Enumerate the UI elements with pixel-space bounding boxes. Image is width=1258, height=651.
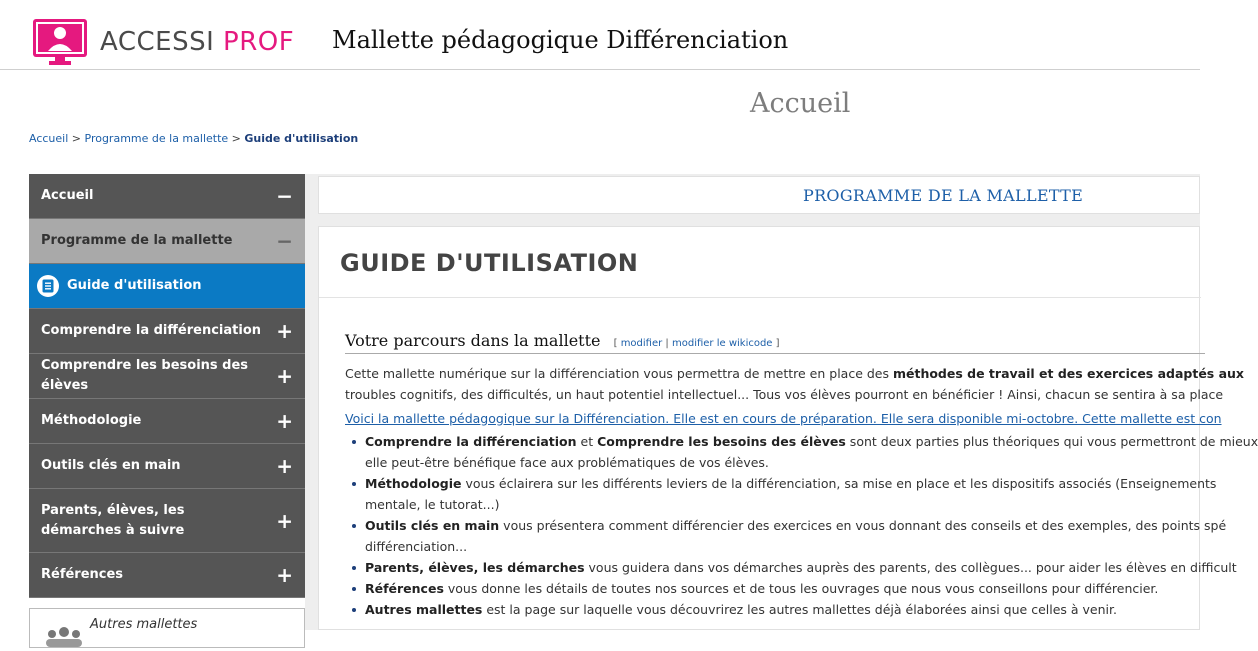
bullet-text: vous présentera comment différencier des exercices en vous donnant des conseils et des exemples, des points spé — [499, 518, 1227, 533]
guide-text — [345, 363, 1258, 620]
section-title-text: Votre parcours dans la mallette — [345, 331, 601, 350]
sidebar-item-label: Parents, élèves, les démarches à suivre — [41, 502, 185, 538]
bullet-bold: Comprendre la différenciation — [365, 434, 577, 449]
sidebar-item-label: Programme de la mallette — [41, 233, 233, 248]
sidebar-item-outils[interactable] — [29, 444, 305, 489]
bullet-text: vous donne les détails de toutes nos sources et de tous les ouvrages que nous vous conseillons pour différencier. — [443, 581, 1159, 596]
sidebar-item-label: Outils clés en main — [41, 458, 181, 473]
breadcrumb-current[interactable]: Guide d'utilisation — [244, 132, 359, 145]
bullet-continuation: différenciation... — [365, 539, 468, 554]
sidebar-item-guide[interactable] — [29, 264, 305, 309]
breadcrumb — [29, 132, 358, 145]
expand-icon[interactable]: + — [276, 409, 293, 433]
breadcrumb-home-link[interactable]: Accueil — [29, 132, 69, 145]
sidebar-item-comprendre-differenciation[interactable] — [29, 309, 305, 354]
intro-paragraph — [345, 363, 1244, 405]
breadcrumb-separator: > — [228, 132, 245, 145]
expand-icon[interactable]: + — [276, 563, 293, 587]
edit-bracket: [ — [613, 338, 621, 349]
bullet-text: sont deux parties plus théoriques qui vous permettront de mieux — [845, 434, 1258, 449]
bullet-bold: Outils clés en main — [365, 518, 500, 533]
title-divider — [319, 297, 1201, 298]
bullet-text: vous éclairera sur les différents leviers de la différenciation, sa mise en place et les dispositifs associés (Enseignements — [461, 476, 1217, 491]
accessiprof-logo-icon[interactable] — [33, 19, 87, 66]
autres-mallettes-label: Autres mallettes — [90, 617, 198, 632]
breadcrumb-programme-link[interactable]: Programme de la mallette — [84, 132, 229, 145]
document-icon — [37, 275, 59, 297]
bullet-bold: Références — [365, 581, 444, 596]
modifier-link[interactable]: modifier — [620, 338, 663, 349]
notice-link[interactable]: Voici la mallette pédagogique sur la Différenciation. Elle est en cours de préparation. Elle sera disponible mi-octobre. Cette mallette est con — [345, 411, 1222, 426]
list-item — [345, 557, 1237, 578]
sidebar-item-besoins-eleves[interactable] — [29, 354, 305, 399]
bullet-list — [345, 431, 1258, 620]
sidebar-item-programme[interactable] — [29, 219, 305, 264]
guide-title: GUIDE D'UTILISATION — [340, 249, 639, 277]
edit-links — [614, 338, 780, 349]
list-item — [345, 599, 1225, 620]
sidebar-item-label: Comprendre les besoins des élèves — [41, 358, 249, 393]
sidebar-item-label: Accueil — [41, 188, 94, 203]
section-rule — [345, 353, 1205, 354]
expand-icon[interactable]: + — [276, 364, 293, 388]
sidebar-item-label: Guide d'utilisation — [67, 278, 202, 293]
bullet-bold: Autres mallettes — [365, 602, 483, 617]
logo-prof: PROF — [223, 27, 295, 57]
bullet-continuation: mentale, le tutorat...) — [365, 497, 500, 512]
bullet-text: est la page sur laquelle vous découvrirez les autres mallettes déjà élaborées ainsi que celles à venir. — [482, 602, 1117, 617]
sidebar-item-label: Comprendre la différenciation — [41, 323, 262, 338]
edit-bracket: ] — [772, 338, 780, 349]
programme-banner-link[interactable]: PROGRAMME DE LA MALLETTE — [803, 186, 1084, 205]
page-heading: Accueil — [750, 88, 851, 119]
collapse-icon[interactable]: − — [276, 229, 293, 253]
site-header — [0, 0, 1200, 70]
bullet-bold: Méthodologie — [365, 476, 462, 491]
logo-text[interactable] — [100, 27, 294, 57]
expand-icon[interactable]: + — [276, 454, 293, 478]
collapse-icon[interactable]: − — [276, 184, 293, 208]
modifier-wikicode-link[interactable]: modifier le wikicode — [671, 338, 773, 349]
bullet-bold: Comprendre les besoins des élèves — [597, 434, 846, 449]
edit-separator: | — [662, 338, 672, 349]
autres-mallettes-box[interactable] — [29, 608, 305, 648]
sidebar-item-accueil[interactable] — [29, 174, 305, 219]
breadcrumb-separator: > — [68, 132, 85, 145]
sidebar-item-references[interactable] — [29, 553, 305, 598]
bullet-text: et — [576, 434, 598, 449]
intro-text-2: troubles cognitifs, des difficultés, un haut potentiel intellectuel... Tous vos élèves pourront en bénéficier ! Ainsi, chacun se sentira à sa place — [345, 387, 1224, 402]
intro-bold: méthodes de travail et des exercices adaptés aux — [892, 366, 1244, 381]
bullet-text: vous guidera dans vos démarches auprès des parents, des collègues... pour aider les élèves en difficult — [584, 560, 1237, 575]
sidebar-item-label: Méthodologie — [41, 413, 142, 428]
list-item — [345, 473, 1225, 515]
intro-text: Cette mallette numérique sur la différenciation vous permettra de mettre en place des — [345, 366, 893, 381]
sidebar-item-methodologie[interactable] — [29, 399, 305, 444]
expand-icon[interactable]: + — [276, 508, 293, 533]
bullet-continuation: elle peut-être bénéfique face aux problématiques de vos élèves. — [365, 455, 769, 470]
people-icon — [44, 627, 84, 651]
section-title — [345, 331, 780, 350]
sidebar-nav — [29, 174, 305, 648]
expand-icon[interactable]: + — [276, 319, 293, 343]
logo-accessi: ACCESSI — [100, 27, 215, 57]
main-content — [318, 226, 1258, 630]
list-item — [345, 515, 1225, 557]
sidebar-item-label: Références — [41, 567, 124, 582]
list-item — [345, 578, 1225, 599]
list-item — [345, 431, 1258, 473]
bullet-bold: Parents, élèves, les démarches — [365, 560, 585, 575]
sidebar-item-parents[interactable] — [29, 489, 305, 553]
site-title: Mallette pédagogique Différenciation — [332, 26, 789, 54]
programme-banner — [318, 176, 1200, 214]
